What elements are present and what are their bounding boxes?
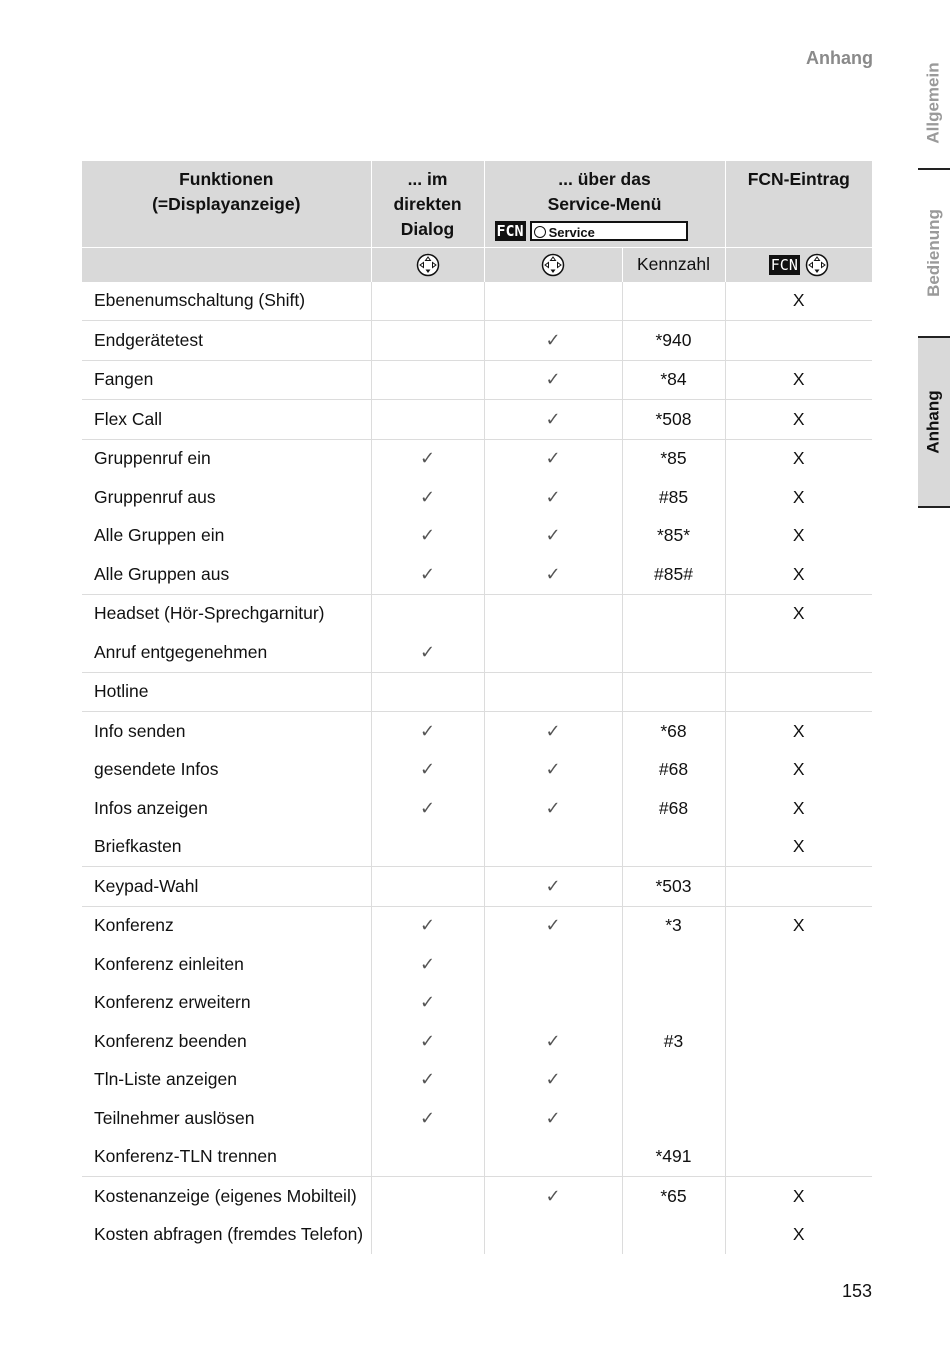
side-tab-bedienung[interactable]: [918, 170, 950, 336]
direct-dialog-cell: [371, 517, 484, 556]
direct-dialog-cell: [371, 906, 484, 945]
checkmark-icon: ✓: [419, 759, 436, 781]
service-menu-box: [530, 221, 688, 241]
code-cell: *3: [622, 906, 725, 945]
service-menu-cell: [484, 400, 622, 440]
fcn-entry-cell: [725, 1099, 872, 1138]
side-tab-label: Bedienung: [924, 209, 943, 297]
table-row: [82, 594, 872, 633]
function-name: Konferenz beenden: [82, 1022, 371, 1061]
direct-dialog-cell: [371, 867, 484, 907]
service-menu-cell: [484, 633, 622, 672]
header-line: Service-Menü: [547, 194, 662, 214]
fcn-entry-cell: X: [725, 594, 872, 633]
fcn-entry-cell: X: [725, 1177, 872, 1216]
side-tab-anhang[interactable]: [918, 338, 950, 506]
checkmark-icon: ✓: [419, 1069, 436, 1091]
code-cell: *85: [622, 439, 725, 478]
table-row: [82, 360, 872, 400]
fcn-entry-cell: X: [792, 797, 805, 818]
side-tab-label: Anhang: [924, 390, 943, 454]
service-menu-cell: [484, 360, 622, 400]
code-cell: [622, 672, 725, 712]
table-row: [82, 321, 872, 361]
code-cell: [622, 828, 725, 867]
service-menu-display: [489, 219, 721, 241]
fcn-entry-cell: X: [725, 906, 872, 945]
checkmark-icon: ✓: [545, 1107, 561, 1129]
code-cell: *940: [622, 321, 725, 361]
function-name: Info senden: [82, 712, 371, 751]
function-name: Konferenz-TLN trennen: [82, 1138, 371, 1177]
function-name: Konferenz erweitern: [82, 984, 371, 1023]
checkmark-icon: ✓: [419, 797, 436, 819]
checkmark-icon: ✓: [545, 1185, 561, 1207]
function-name: Teilnehmer auslösen: [82, 1099, 371, 1138]
direct-dialog-cell: [371, 594, 484, 633]
side-tab-label: Allgemein: [924, 62, 943, 144]
checkmark-icon: ✓: [545, 408, 561, 430]
table-row: [82, 478, 872, 517]
checkmark-icon: ✓: [419, 563, 436, 585]
service-menu-cell: [484, 1216, 622, 1255]
table-row: [82, 712, 872, 751]
checkmark-icon: ✓: [545, 875, 561, 897]
service-menu-cell: [484, 1022, 622, 1061]
checkmark-icon: ✓: [419, 525, 436, 547]
function-name: Endgerätetest: [82, 321, 371, 361]
function-name: Alle Gruppen aus: [82, 555, 371, 594]
table-body: [82, 282, 872, 1255]
direct-dialog-cell: [371, 712, 484, 751]
direct-dialog-cell: [371, 400, 484, 440]
fcn-entry-cell: [725, 945, 872, 984]
checkmark-icon: ✓: [545, 448, 561, 470]
direct-dialog-cell: [371, 439, 484, 478]
code-cell: *503: [622, 867, 725, 907]
fcn-entry-cell: X: [725, 712, 872, 751]
service-menu-cell: [484, 439, 622, 478]
fcn-entry-cell: X: [725, 360, 872, 400]
table-row: [82, 555, 872, 594]
header-line: ... im: [407, 169, 448, 189]
code-cell: [622, 1061, 725, 1100]
tab-divider: [918, 506, 950, 508]
service-menu-cell: [484, 594, 622, 633]
fcn-entry-cell: X: [792, 759, 805, 780]
header-line: (=Displayanzeige): [152, 194, 301, 214]
function-name: Anruf entgegenehmen: [82, 633, 371, 672]
service-menu-cell: [484, 1177, 622, 1216]
table-row: [82, 984, 872, 1023]
function-name: Fangen: [82, 360, 371, 400]
fcn-entry-cell: X: [792, 563, 805, 584]
checkmark-icon: ✓: [545, 369, 561, 391]
header-service-menu: [484, 161, 725, 247]
direct-dialog-cell: [371, 828, 484, 867]
service-menu-cell: [484, 555, 622, 594]
header-line: Dialog: [400, 219, 455, 239]
function-name: Alle Gruppen ein: [82, 517, 371, 556]
service-menu-cell: [484, 282, 622, 321]
table-row: [82, 867, 872, 907]
service-menu-cell: [484, 867, 622, 907]
checkmark-icon: ✓: [545, 563, 561, 585]
code-cell: #85#: [622, 555, 725, 594]
fcn-key-badge: FCN: [496, 222, 524, 241]
checkmark-icon: ✓: [545, 1069, 561, 1091]
checkmark-icon: ✓: [545, 329, 561, 351]
service-menu-cell: [484, 789, 622, 828]
fcn-entry-cell: [725, 633, 872, 672]
fcn-entry-cell: X: [792, 1224, 805, 1245]
service-menu-cell: [484, 517, 622, 556]
direct-dialog-cell: [371, 1138, 484, 1177]
direct-dialog-cell: [371, 1022, 484, 1061]
service-menu-label: Service: [548, 225, 595, 241]
table-row: [82, 439, 872, 478]
direct-dialog-cell: [371, 360, 484, 400]
fcn-entry-cell: X: [792, 290, 805, 311]
service-menu-cell: [484, 672, 622, 712]
code-cell: [622, 1216, 725, 1255]
function-name: Ebenenumschaltung (Shift): [82, 282, 371, 321]
table-row: [82, 1061, 872, 1100]
function-name: Tln-Liste anzeigen: [82, 1061, 371, 1100]
checkmark-icon: ✓: [419, 486, 436, 508]
fcn-entry-cell: [725, 1138, 872, 1177]
running-head: Anhang: [806, 48, 873, 68]
checkmark-icon: ✓: [419, 448, 436, 470]
checkmark-icon: ✓: [545, 1030, 561, 1052]
service-menu-cell: [484, 945, 622, 984]
service-menu-cell: [484, 1061, 622, 1100]
direct-dialog-cell: [371, 751, 484, 790]
header-direct-dialog: [371, 161, 484, 247]
header-line: ... über das: [558, 169, 651, 189]
code-cell: #68: [622, 789, 725, 828]
navigation-key-icon: [416, 253, 440, 277]
subheader-service-nav: [484, 247, 622, 282]
code-cell: *508: [622, 400, 725, 440]
table-row: [82, 1177, 872, 1216]
function-name: Kostenanzeige (eigenes Mobilteil): [82, 1177, 371, 1216]
checkmark-icon: ✓: [419, 1030, 436, 1052]
navigation-key-icon: [541, 253, 565, 277]
header-line: FCN-Eintrag: [747, 169, 850, 189]
navigation-key-icon: [805, 253, 829, 277]
table-row: [82, 633, 872, 672]
direct-dialog-cell: [371, 945, 484, 984]
function-name: Gruppenruf ein: [82, 439, 371, 478]
header-line: direkten: [393, 194, 462, 214]
checkmark-icon: ✓: [419, 641, 436, 663]
code-cell: *68: [622, 712, 725, 751]
checkmark-icon: ✓: [419, 953, 436, 975]
subheader-empty: [82, 247, 371, 282]
fcn-entry-cell: [725, 1022, 872, 1061]
table-row: [82, 751, 872, 790]
service-menu-cell: [484, 321, 622, 361]
code-cell: *65: [622, 1177, 725, 1216]
direct-dialog-cell: [371, 1177, 484, 1216]
function-name: Briefkasten: [82, 828, 371, 867]
function-name: gesendete Infos: [82, 751, 371, 790]
subheader-fcn: [725, 247, 872, 282]
table-row: [82, 1099, 872, 1138]
service-menu-cell: [484, 1138, 622, 1177]
checkmark-icon: ✓: [419, 1107, 436, 1129]
function-name: Konferenz: [82, 906, 371, 945]
code-cell: [622, 984, 725, 1023]
table-row: [82, 828, 872, 867]
function-name: Infos anzeigen: [82, 789, 371, 828]
service-menu-cell: [484, 478, 622, 517]
subheader-code: Kennzahl: [622, 247, 725, 282]
service-menu-cell: [484, 828, 622, 867]
checkmark-icon: ✓: [419, 720, 436, 742]
direct-dialog-cell: [371, 1099, 484, 1138]
table-row: [82, 789, 872, 828]
code-cell: *491: [622, 1138, 725, 1177]
direct-dialog-cell: [371, 1061, 484, 1100]
function-name: Keypad-Wahl: [82, 867, 371, 907]
table-row: [82, 1216, 872, 1255]
service-menu-cell: [484, 906, 622, 945]
page-number: 153: [841, 1281, 872, 1301]
function-name: Gruppenruf aus: [82, 478, 371, 517]
direct-dialog-cell: [371, 633, 484, 672]
code-cell: #3: [622, 1022, 725, 1061]
table-row: [82, 906, 872, 945]
header-line: Funktionen: [179, 169, 274, 189]
fcn-entry-cell: [725, 672, 872, 712]
table-row: [82, 282, 872, 321]
code-cell: [622, 945, 725, 984]
direct-dialog-cell: [371, 282, 484, 321]
function-table: [82, 161, 872, 1254]
direct-dialog-cell: [371, 984, 484, 1023]
service-menu-cell: [484, 712, 622, 751]
checkmark-icon: ✓: [545, 486, 561, 508]
code-cell: *85*: [622, 517, 725, 556]
fcn-entry-cell: X: [792, 836, 805, 857]
direct-dialog-cell: [371, 478, 484, 517]
service-menu-cell: [484, 984, 622, 1023]
fcn-entry-cell: [725, 321, 872, 361]
checkmark-icon: ✓: [545, 720, 561, 742]
fcn-entry-cell: X: [725, 439, 872, 478]
subheader-direct-nav: [371, 247, 484, 282]
side-tab-allgemein[interactable]: [918, 38, 950, 168]
function-name: Flex Call: [82, 400, 371, 440]
checkmark-icon: ✓: [545, 797, 561, 819]
direct-dialog-cell: [371, 672, 484, 712]
fcn-entry-cell: X: [725, 400, 872, 440]
fcn-key-badge: FCN: [770, 255, 798, 274]
service-menu-cell: [484, 1099, 622, 1138]
code-cell: [622, 1099, 725, 1138]
checkmark-icon: ✓: [545, 525, 561, 547]
function-name: Kosten abfragen (fremdes Telefon): [82, 1216, 371, 1255]
fcn-entry-cell: [725, 984, 872, 1023]
fcn-entry-cell: X: [792, 486, 805, 507]
code-cell: [622, 633, 725, 672]
direct-dialog-cell: [371, 555, 484, 594]
table-row: [82, 672, 872, 712]
table-row: [82, 1022, 872, 1061]
fcn-entry-cell: [725, 1061, 872, 1100]
fcn-entry-cell: X: [792, 525, 805, 546]
service-menu-cell: [484, 751, 622, 790]
function-name: Hotline: [82, 672, 371, 712]
direct-dialog-cell: [371, 321, 484, 361]
fcn-entry-cell: [725, 867, 872, 907]
function-name: Konferenz einleiten: [82, 945, 371, 984]
table-row: [82, 1138, 872, 1177]
code-cell: *84: [622, 360, 725, 400]
checkmark-icon: ✓: [545, 915, 561, 937]
table-row: [82, 400, 872, 440]
header-fcn-entry: [725, 161, 872, 247]
checkmark-icon: ✓: [545, 759, 561, 781]
code-cell: #68: [622, 751, 725, 790]
table-row: [82, 517, 872, 556]
radio-circle-icon: [534, 226, 546, 238]
direct-dialog-cell: [371, 789, 484, 828]
function-name: Headset (Hör-Sprechgarnitur): [82, 594, 371, 633]
direct-dialog-cell: [371, 1216, 484, 1255]
table-row: [82, 945, 872, 984]
code-cell: [622, 594, 725, 633]
code-cell: #85: [622, 478, 725, 517]
code-cell: [622, 282, 725, 321]
checkmark-icon: ✓: [419, 915, 436, 937]
header-functions: [82, 161, 371, 247]
checkmark-icon: ✓: [419, 992, 436, 1014]
